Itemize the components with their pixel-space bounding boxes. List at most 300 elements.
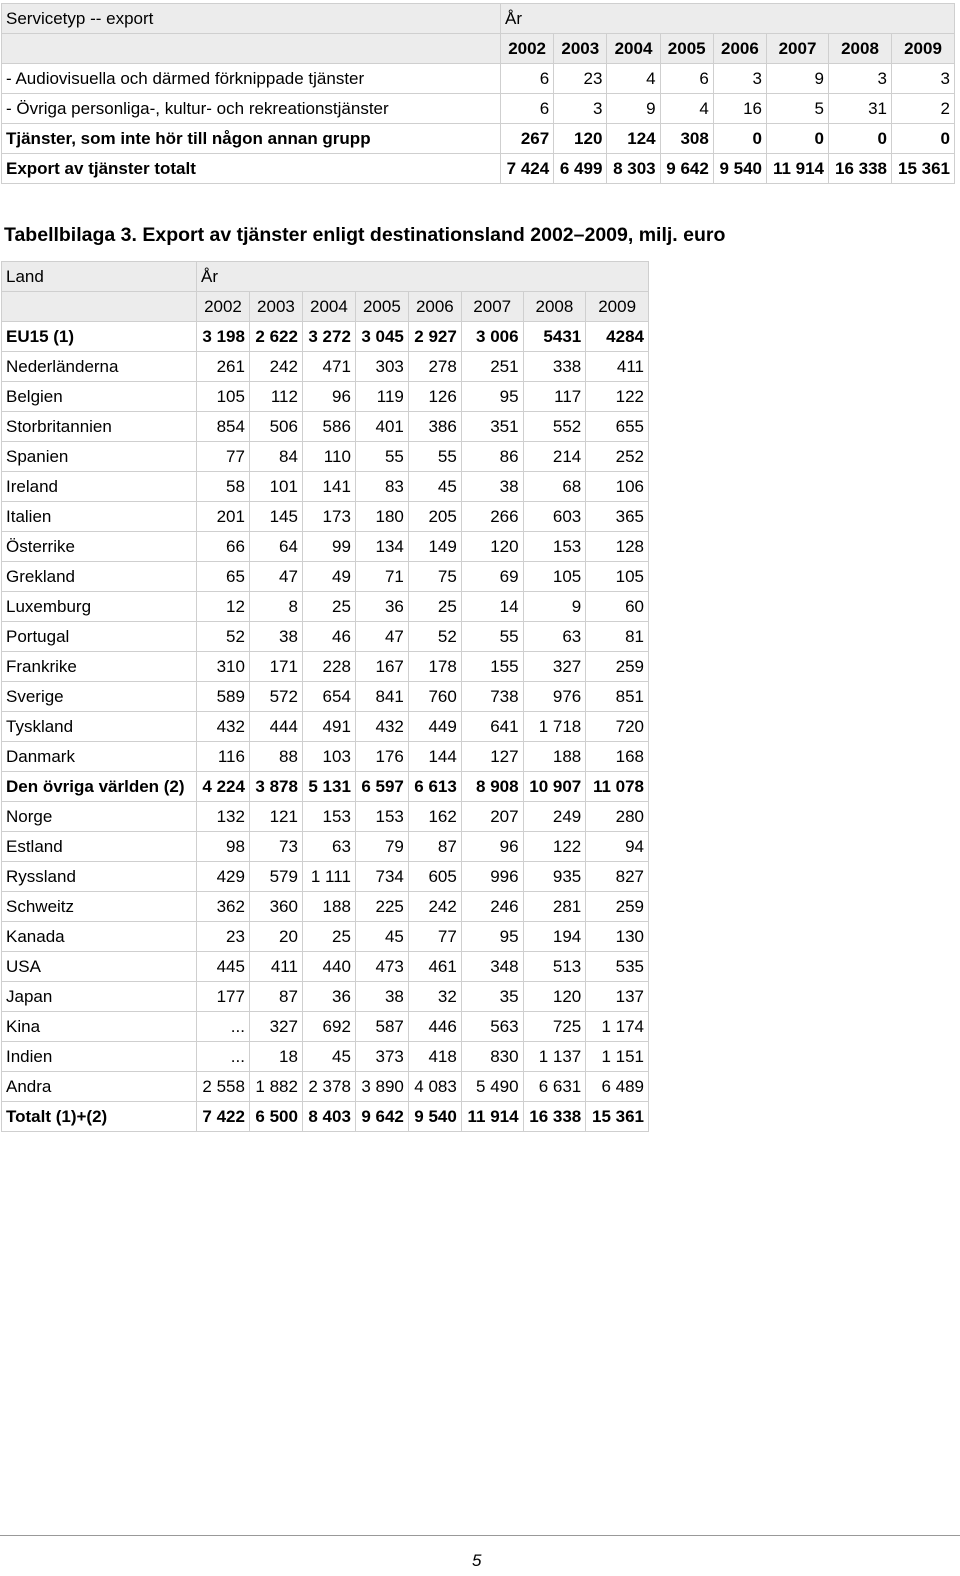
table-row xyxy=(2,64,955,94)
value-cell: 36 xyxy=(302,982,355,1012)
value-cell: 16 xyxy=(713,94,766,124)
year-header-cell: 2006 xyxy=(713,34,766,64)
value-cell: 87 xyxy=(408,832,461,862)
row-label: Ryssland xyxy=(2,862,197,892)
value-cell: 45 xyxy=(355,922,408,952)
value-cell: 10 907 xyxy=(523,772,586,802)
value-cell: 303 xyxy=(355,352,408,382)
value-cell: 411 xyxy=(586,352,649,382)
value-cell: 720 xyxy=(586,712,649,742)
value-cell: 71 xyxy=(355,562,408,592)
value-cell: 851 xyxy=(586,682,649,712)
value-cell: 552 xyxy=(523,412,586,442)
value-cell: 3 198 xyxy=(197,322,250,352)
value-cell: 11 914 xyxy=(767,154,829,184)
table-row xyxy=(2,802,649,832)
value-cell: 506 xyxy=(249,412,302,442)
value-cell: 207 xyxy=(461,802,523,832)
value-cell: 45 xyxy=(302,1042,355,1072)
value-cell: 95 xyxy=(461,922,523,952)
row-label: Luxemburg xyxy=(2,592,197,622)
value-cell: 327 xyxy=(249,1012,302,1042)
value-cell: 432 xyxy=(355,712,408,742)
value-cell: 338 xyxy=(523,352,586,382)
value-cell: 79 xyxy=(355,832,408,862)
value-cell: 66 xyxy=(197,532,250,562)
value-cell: 162 xyxy=(408,802,461,832)
column-header-year-group: År xyxy=(501,4,955,34)
value-cell: 64 xyxy=(249,532,302,562)
table-row xyxy=(2,472,649,502)
value-cell: 267 xyxy=(501,124,554,154)
value-cell: 386 xyxy=(408,412,461,442)
value-cell: 249 xyxy=(523,802,586,832)
table-row xyxy=(2,94,955,124)
value-cell: 16 338 xyxy=(829,154,892,184)
value-cell: ... xyxy=(197,1012,250,1042)
value-cell: 101 xyxy=(249,472,302,502)
value-cell: 55 xyxy=(355,442,408,472)
row-label: Österrike xyxy=(2,532,197,562)
column-header-service-type: Servicetyp -- export xyxy=(2,4,501,34)
value-cell: 35 xyxy=(461,982,523,1012)
table-row xyxy=(2,322,649,352)
destination-country-table-body xyxy=(2,262,649,1132)
value-cell: 120 xyxy=(461,532,523,562)
value-cell: 6 613 xyxy=(408,772,461,802)
year-header-cell: 2007 xyxy=(461,292,523,322)
table-caption: Tabellbilaga 3. Export av tjänster enligt destinationsland 2002–2009, milj. euro xyxy=(4,224,726,246)
column-header-year-group: År xyxy=(197,262,649,292)
value-cell: 55 xyxy=(408,442,461,472)
value-cell: 84 xyxy=(249,442,302,472)
value-cell: 6 489 xyxy=(586,1072,649,1102)
row-label: Norge xyxy=(2,802,197,832)
table-row xyxy=(2,1102,649,1132)
value-cell: 587 xyxy=(355,1012,408,1042)
value-cell: 15 361 xyxy=(891,154,954,184)
row-label: Sverige xyxy=(2,682,197,712)
year-header-cell: 2007 xyxy=(767,34,829,64)
value-cell: 25 xyxy=(302,922,355,952)
value-cell: 278 xyxy=(408,352,461,382)
value-cell: 4 083 xyxy=(408,1072,461,1102)
value-cell: 122 xyxy=(523,832,586,862)
value-cell: 194 xyxy=(523,922,586,952)
value-cell: 137 xyxy=(586,982,649,1012)
table-row xyxy=(2,742,649,772)
table-row xyxy=(2,532,649,562)
value-cell: 655 xyxy=(586,412,649,442)
value-cell: 122 xyxy=(586,382,649,412)
value-cell: 535 xyxy=(586,952,649,982)
row-label: Storbritannien xyxy=(2,412,197,442)
value-cell: 935 xyxy=(523,862,586,892)
value-cell: 153 xyxy=(302,802,355,832)
value-cell: 572 xyxy=(249,682,302,712)
row-label: Japan xyxy=(2,982,197,1012)
value-cell: 86 xyxy=(461,442,523,472)
value-cell: 2 378 xyxy=(302,1072,355,1102)
footer-divider xyxy=(0,1535,960,1536)
value-cell: 176 xyxy=(355,742,408,772)
value-cell: 760 xyxy=(408,682,461,712)
value-cell: 8 xyxy=(249,592,302,622)
table-row xyxy=(2,712,649,742)
value-cell: 5 490 xyxy=(461,1072,523,1102)
value-cell: 73 xyxy=(249,832,302,862)
row-label: Den övriga världen (2) xyxy=(2,772,197,802)
value-cell: 654 xyxy=(302,682,355,712)
value-cell: 8 403 xyxy=(302,1102,355,1132)
table-row xyxy=(2,862,649,892)
value-cell: 25 xyxy=(302,592,355,622)
value-cell: 31 xyxy=(829,94,892,124)
value-cell: 214 xyxy=(523,442,586,472)
value-cell: 63 xyxy=(523,622,586,652)
value-cell: 0 xyxy=(767,124,829,154)
value-cell: 563 xyxy=(461,1012,523,1042)
value-cell: 65 xyxy=(197,562,250,592)
value-cell: 23 xyxy=(197,922,250,952)
header-row-top xyxy=(2,4,955,34)
value-cell: 38 xyxy=(355,982,408,1012)
value-cell: 6 xyxy=(501,94,554,124)
value-cell: 38 xyxy=(461,472,523,502)
row-label: Indien xyxy=(2,1042,197,1072)
value-cell: 738 xyxy=(461,682,523,712)
value-cell: 105 xyxy=(586,562,649,592)
value-cell: 188 xyxy=(302,892,355,922)
table-row xyxy=(2,1012,649,1042)
table-row xyxy=(2,982,649,1012)
row-label: USA xyxy=(2,952,197,982)
value-cell: 2 558 xyxy=(197,1072,250,1102)
value-cell: 281 xyxy=(523,892,586,922)
value-cell: 401 xyxy=(355,412,408,442)
value-cell: 4 xyxy=(660,94,713,124)
year-header-cell: 2004 xyxy=(607,34,660,64)
value-cell: 177 xyxy=(197,982,250,1012)
table-row xyxy=(2,832,649,862)
year-header-cell: 2004 xyxy=(302,292,355,322)
value-cell: 11 078 xyxy=(586,772,649,802)
value-cell: 168 xyxy=(586,742,649,772)
value-cell: 1 111 xyxy=(302,862,355,892)
value-cell: 32 xyxy=(408,982,461,1012)
value-cell: 444 xyxy=(249,712,302,742)
value-cell: 1 137 xyxy=(523,1042,586,1072)
row-label: Nederländerna xyxy=(2,352,197,382)
value-cell: 3 xyxy=(554,94,607,124)
value-cell: 280 xyxy=(586,802,649,832)
value-cell: 471 xyxy=(302,352,355,382)
value-cell: 149 xyxy=(408,532,461,562)
value-cell: 117 xyxy=(523,382,586,412)
table-row xyxy=(2,1072,649,1102)
row-label: Export av tjänster totalt xyxy=(2,154,501,184)
row-label: - Audiovisuella och därmed förknippade tjänster xyxy=(2,64,501,94)
value-cell: 373 xyxy=(355,1042,408,1072)
row-label: Grekland xyxy=(2,562,197,592)
destination-country-table xyxy=(1,261,649,1132)
row-label: Tyskland xyxy=(2,712,197,742)
value-cell: 144 xyxy=(408,742,461,772)
value-cell: 251 xyxy=(461,352,523,382)
table-row xyxy=(2,772,649,802)
year-header-cell: 2005 xyxy=(355,292,408,322)
table-row xyxy=(2,952,649,982)
value-cell: 141 xyxy=(302,472,355,502)
services-export-table xyxy=(1,3,955,184)
value-cell: 1 174 xyxy=(586,1012,649,1042)
table-row xyxy=(2,562,649,592)
value-cell: 116 xyxy=(197,742,250,772)
table-row xyxy=(2,922,649,952)
year-header-cell: 2008 xyxy=(829,34,892,64)
value-cell: 63 xyxy=(302,832,355,862)
value-cell: 225 xyxy=(355,892,408,922)
value-cell: 20 xyxy=(249,922,302,952)
value-cell: 120 xyxy=(554,124,607,154)
value-cell: 9 540 xyxy=(408,1102,461,1132)
row-label: Ireland xyxy=(2,472,197,502)
value-cell: 83 xyxy=(355,472,408,502)
value-cell: 103 xyxy=(302,742,355,772)
table-row xyxy=(2,124,955,154)
value-cell: 0 xyxy=(713,124,766,154)
value-cell: 47 xyxy=(249,562,302,592)
value-cell: 98 xyxy=(197,832,250,862)
value-cell: 3 xyxy=(713,64,766,94)
value-cell: 45 xyxy=(408,472,461,502)
value-cell: 205 xyxy=(408,502,461,532)
value-cell: 5 xyxy=(767,94,829,124)
value-cell: 60 xyxy=(586,592,649,622)
value-cell: 3 045 xyxy=(355,322,408,352)
value-cell: 4 xyxy=(607,64,660,94)
value-cell: 77 xyxy=(197,442,250,472)
value-cell: 9 642 xyxy=(660,154,713,184)
value-cell: 171 xyxy=(249,652,302,682)
value-cell: 6 xyxy=(660,64,713,94)
value-cell: 996 xyxy=(461,862,523,892)
value-cell: 18 xyxy=(249,1042,302,1072)
value-cell: 327 xyxy=(523,652,586,682)
value-cell: 362 xyxy=(197,892,250,922)
value-cell: 112 xyxy=(249,382,302,412)
header-row-years xyxy=(2,34,955,64)
row-label: Italien xyxy=(2,502,197,532)
value-cell: 830 xyxy=(461,1042,523,1072)
value-cell: 1 882 xyxy=(249,1072,302,1102)
value-cell: 605 xyxy=(408,862,461,892)
value-cell: 310 xyxy=(197,652,250,682)
value-cell: 81 xyxy=(586,622,649,652)
value-cell: 692 xyxy=(302,1012,355,1042)
value-cell: 360 xyxy=(249,892,302,922)
value-cell: 6 597 xyxy=(355,772,408,802)
table-row xyxy=(2,412,649,442)
value-cell: 47 xyxy=(355,622,408,652)
value-cell: 242 xyxy=(408,892,461,922)
value-cell: 3 890 xyxy=(355,1072,408,1102)
value-cell: 5 131 xyxy=(302,772,355,802)
row-label: Spanien xyxy=(2,442,197,472)
value-cell: 124 xyxy=(607,124,660,154)
value-cell: 96 xyxy=(461,832,523,862)
value-cell: 58 xyxy=(197,472,250,502)
value-cell: ... xyxy=(197,1042,250,1072)
row-label: Kanada xyxy=(2,922,197,952)
value-cell: 110 xyxy=(302,442,355,472)
value-cell: 16 338 xyxy=(523,1102,586,1132)
value-cell: 145 xyxy=(249,502,302,532)
row-label: Kina xyxy=(2,1012,197,1042)
value-cell: 725 xyxy=(523,1012,586,1042)
value-cell: 365 xyxy=(586,502,649,532)
value-cell: 106 xyxy=(586,472,649,502)
value-cell: 586 xyxy=(302,412,355,442)
table-row xyxy=(2,682,649,712)
table-row xyxy=(2,352,649,382)
value-cell: 188 xyxy=(523,742,586,772)
value-cell: 126 xyxy=(408,382,461,412)
value-cell: 3 878 xyxy=(249,772,302,802)
value-cell: 589 xyxy=(197,682,250,712)
header-row-top xyxy=(2,262,649,292)
value-cell: 9 xyxy=(523,592,586,622)
value-cell: 446 xyxy=(408,1012,461,1042)
row-label: Tjänster, som inte hör till någon annan grupp xyxy=(2,124,501,154)
value-cell: 2 622 xyxy=(249,322,302,352)
value-cell: 119 xyxy=(355,382,408,412)
value-cell: 11 914 xyxy=(461,1102,523,1132)
value-cell: 49 xyxy=(302,562,355,592)
value-cell: 52 xyxy=(408,622,461,652)
value-cell: 7 422 xyxy=(197,1102,250,1132)
value-cell: 4284 xyxy=(586,322,649,352)
value-cell: 180 xyxy=(355,502,408,532)
value-cell: 351 xyxy=(461,412,523,442)
value-cell: 445 xyxy=(197,952,250,982)
value-cell: 23 xyxy=(554,64,607,94)
value-cell: 201 xyxy=(197,502,250,532)
value-cell: 55 xyxy=(461,622,523,652)
table-row xyxy=(2,892,649,922)
value-cell: 461 xyxy=(408,952,461,982)
value-cell: 473 xyxy=(355,952,408,982)
value-cell: 12 xyxy=(197,592,250,622)
value-cell: 121 xyxy=(249,802,302,832)
value-cell: 14 xyxy=(461,592,523,622)
value-cell: 252 xyxy=(586,442,649,472)
value-cell: 9 xyxy=(607,94,660,124)
value-cell: 734 xyxy=(355,862,408,892)
value-cell: 69 xyxy=(461,562,523,592)
value-cell: 7 424 xyxy=(501,154,554,184)
year-header-cell: 2005 xyxy=(660,34,713,64)
year-header-cell: 2006 xyxy=(408,292,461,322)
value-cell: 2 927 xyxy=(408,322,461,352)
value-cell: 259 xyxy=(586,652,649,682)
value-cell: 6 xyxy=(501,64,554,94)
table-row xyxy=(2,382,649,412)
value-cell: 15 361 xyxy=(586,1102,649,1132)
value-cell: 9 540 xyxy=(713,154,766,184)
value-cell: 134 xyxy=(355,532,408,562)
row-label: Belgien xyxy=(2,382,197,412)
header-row-years xyxy=(2,292,649,322)
row-label: Frankrike xyxy=(2,652,197,682)
services-export-table-body xyxy=(2,4,955,184)
value-cell: 105 xyxy=(523,562,586,592)
value-cell: 603 xyxy=(523,502,586,532)
value-cell: 128 xyxy=(586,532,649,562)
year-header-cell: 2009 xyxy=(586,292,649,322)
value-cell: 0 xyxy=(829,124,892,154)
value-cell: 513 xyxy=(523,952,586,982)
column-header-country: Land xyxy=(2,262,197,292)
value-cell: 259 xyxy=(586,892,649,922)
value-cell: 246 xyxy=(461,892,523,922)
value-cell: 155 xyxy=(461,652,523,682)
year-header-cell: 2003 xyxy=(249,292,302,322)
value-cell: 3 272 xyxy=(302,322,355,352)
table-row xyxy=(2,154,955,184)
value-cell: 261 xyxy=(197,352,250,382)
row-label: Schweitz xyxy=(2,892,197,922)
value-cell: 348 xyxy=(461,952,523,982)
value-cell: 242 xyxy=(249,352,302,382)
header-empty-cell xyxy=(2,34,501,64)
value-cell: 87 xyxy=(249,982,302,1012)
row-label: Portugal xyxy=(2,622,197,652)
value-cell: 308 xyxy=(660,124,713,154)
value-cell: 854 xyxy=(197,412,250,442)
value-cell: 429 xyxy=(197,862,250,892)
value-cell: 95 xyxy=(461,382,523,412)
value-cell: 132 xyxy=(197,802,250,832)
table-row xyxy=(2,502,649,532)
value-cell: 6 500 xyxy=(249,1102,302,1132)
row-label: Estland xyxy=(2,832,197,862)
value-cell: 641 xyxy=(461,712,523,742)
value-cell: 94 xyxy=(586,832,649,862)
value-cell: 36 xyxy=(355,592,408,622)
value-cell: 579 xyxy=(249,862,302,892)
header-empty-cell xyxy=(2,292,197,322)
value-cell: 5431 xyxy=(523,322,586,352)
value-cell: 88 xyxy=(249,742,302,772)
value-cell: 827 xyxy=(586,862,649,892)
value-cell: 418 xyxy=(408,1042,461,1072)
value-cell: 105 xyxy=(197,382,250,412)
value-cell: 4 224 xyxy=(197,772,250,802)
value-cell: 25 xyxy=(408,592,461,622)
value-cell: 1 151 xyxy=(586,1042,649,1072)
table-row xyxy=(2,442,649,472)
table-row xyxy=(2,1042,649,1072)
value-cell: 6 631 xyxy=(523,1072,586,1102)
value-cell: 153 xyxy=(523,532,586,562)
value-cell: 6 499 xyxy=(554,154,607,184)
value-cell: 8 303 xyxy=(607,154,660,184)
value-cell: 38 xyxy=(249,622,302,652)
value-cell: 449 xyxy=(408,712,461,742)
value-cell: 167 xyxy=(355,652,408,682)
value-cell: 440 xyxy=(302,952,355,982)
